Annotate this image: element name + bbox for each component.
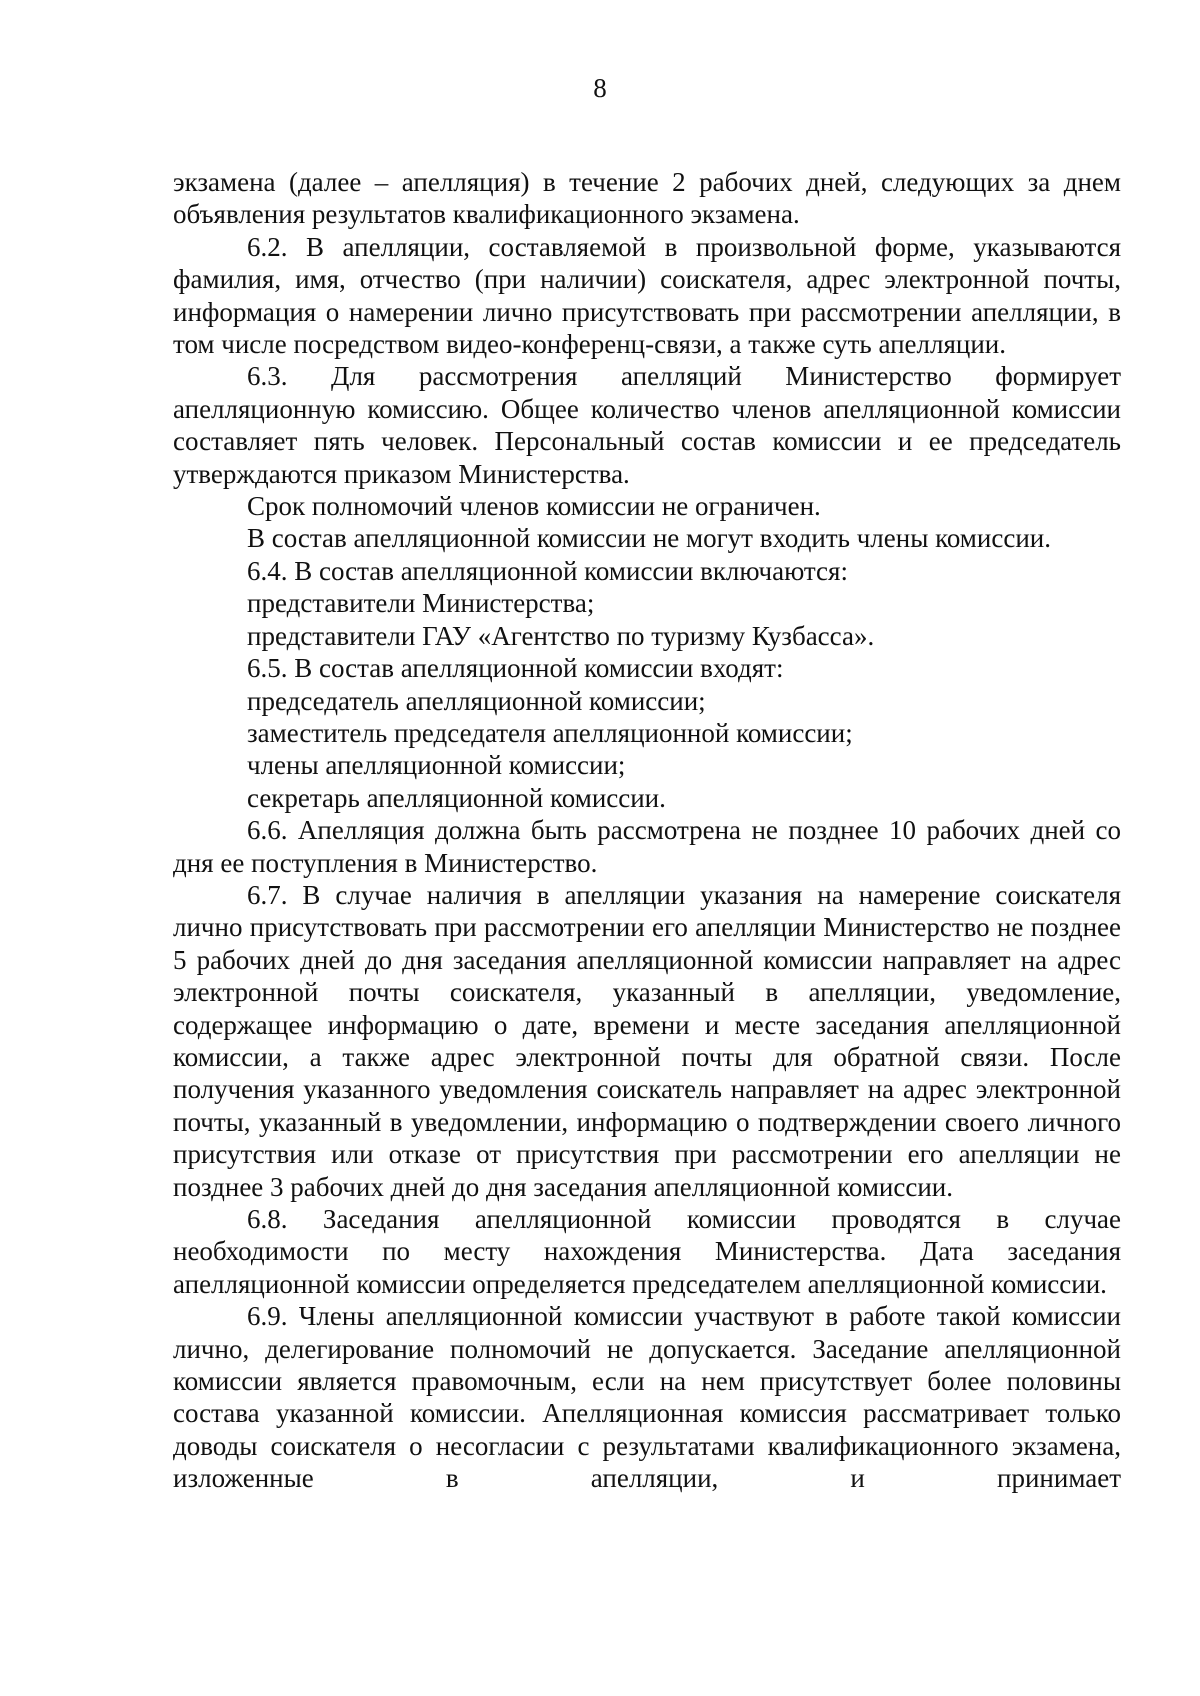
paragraph-6-9: 6.9. Члены апелляционной комиссии участвуют в работе такой комиссии лично, делегирование полномочий не допускается. Заседание апелляционной комиссии является правомочным, если на нем присутствует более половины состава указанной комиссии. Апелляционная комиссия рассматривает только доводы соискателя о несогласии с результатами квалификационного экзамена, изложенные в апелляции, и принимает (173, 1301, 1121, 1494)
paragraph-6-4: 6.4. В состав апелляционной комиссии включаются: (247, 555, 848, 586)
list-item-secretary: секретарь апелляционной комиссии. (247, 782, 666, 813)
page-number: 8 (593, 73, 607, 103)
paragraph-exam-appeal-intro: экзамена (далее – апелляция) в течение 2 рабочих дней, следующих за днем объявления результатов квалификационного экзамена. (173, 167, 1121, 230)
list-item-deputy-chairman: заместитель председателя апелляционной комиссии; (247, 717, 853, 748)
list-item-chairman: председатель апелляционной комиссии; (247, 685, 706, 716)
list-item-members: члены апелляционной комиссии; (247, 750, 626, 781)
paragraph-6-2: 6.2. В апелляции, составляемой в произвольной форме, указываются фамилия, имя, отчество (при наличии) соискателя, адрес электронной почты, информация о намерении лично присутствовать при рассмотрении апелляции, в том числе посредством видео-конференц-связи, а также суть апелляции. (173, 231, 1121, 360)
paragraph-6-7: 6.7. В случае наличия в апелляции указания на намерение соискателя лично присутствовать при рассмотрении его апелляции Министерство не позднее 5 рабочих дней до дня заседания апелляционной комиссии направляет на адрес электронной почты соискателя, указанный в апелляции, уведомление, содержащее информацию о дате, времени и месте заседания апелляционной комиссии, а также адрес электронной почты для обратной связи. После получения указанного уведомления соискатель направляет на адрес электронной почты, указанный в уведомлении, информацию о подтверждении своего личного присутствия или отказе от присутствия при рассмотрении его апелляции не позднее 3 рабочих дней до дня заседания апелляционной комиссии. (173, 879, 1121, 1202)
paragraph-6-8: 6.8. Заседания апелляционной комиссии проводятся в случае необходимости по месту нахождения Министерства. Дата заседания апелляционной комиссии определяется председателем апелляционной комиссии. (173, 1204, 1121, 1299)
paragraph-6-6: 6.6. Апелляция должна быть рассмотрена не позднее 10 рабочих дней со дня ее поступления в Министерство. (173, 815, 1121, 878)
list-item-agency-representatives: представители ГАУ «Агентство по туризму Кузбасса». (247, 620, 875, 651)
paragraph-6-5: 6.5. В состав апелляционной комиссии входят: (247, 653, 784, 684)
paragraph-term-of-office: Срок полномочий членов комиссии не ограничен. (247, 491, 821, 522)
paragraph-commission-exclusion: В состав апелляционной комиссии не могут входить члены комиссии. (247, 523, 1051, 554)
document-body (173, 166, 1121, 1495)
paragraph-6-3: 6.3. Для рассмотрения апелляций Министерство формирует апелляционную комиссию. Общее количество членов апелляционной комиссии составляет пять человек. Персональный состав комиссии и ее председатель утверждаются приказом Министерства. (173, 361, 1121, 489)
list-item-ministry-representatives: представители Министерства; (247, 588, 595, 619)
